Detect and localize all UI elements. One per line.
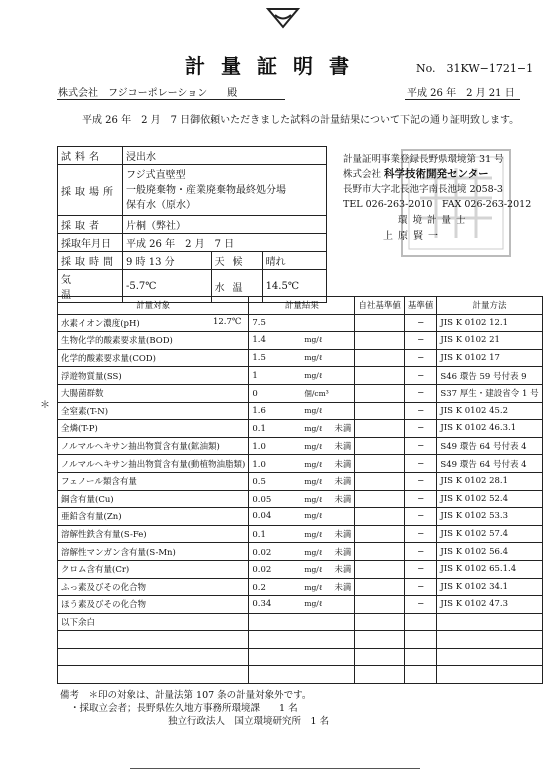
result-item: ふっ素及びその化合物 bbox=[61, 582, 147, 593]
result-unit: mg/ℓ bbox=[304, 459, 323, 469]
own-standard-cell bbox=[355, 472, 405, 490]
result-qualifier: 未満 bbox=[334, 424, 352, 435]
own-standard-cell bbox=[355, 437, 405, 455]
own-standard-cell bbox=[355, 525, 405, 543]
header-own-standard: 自社基準値 bbox=[355, 297, 405, 315]
result-item-cell bbox=[58, 384, 249, 402]
result-item: 全燐(T-P) bbox=[61, 424, 98, 435]
sample-info-label: 採取者 bbox=[58, 216, 123, 234]
result-item-cell bbox=[58, 490, 249, 508]
company-logo-icon bbox=[265, 6, 301, 30]
addressee: 株式会社 フジコーポレーション 殿 bbox=[58, 88, 238, 99]
sample-info-value: 浸出水 bbox=[123, 147, 327, 165]
own-standard-cell bbox=[355, 349, 405, 367]
result-unit: mg/ℓ bbox=[304, 494, 323, 504]
result-qualifier: 未満 bbox=[334, 459, 352, 470]
result-item-cell bbox=[58, 314, 249, 332]
standard-cell: − bbox=[404, 455, 437, 473]
result-item-cell bbox=[58, 631, 249, 649]
result-item: 以下余白 bbox=[61, 617, 96, 628]
issuer-block bbox=[343, 152, 531, 212]
company-name: 科学技術開発センター bbox=[384, 168, 489, 180]
method-cell: JIS K 0102 52.4 bbox=[437, 490, 542, 508]
result-value-cell bbox=[249, 578, 355, 596]
result-value: 0 bbox=[252, 388, 258, 399]
own-standard-cell bbox=[355, 314, 405, 332]
result-item-cell bbox=[58, 666, 249, 684]
result-unit: mg/ℓ bbox=[304, 335, 323, 345]
result-unit: mg/ℓ bbox=[304, 599, 323, 609]
result-value-cell bbox=[249, 349, 355, 367]
result-qualifier: 未満 bbox=[334, 530, 352, 541]
result-item-cell bbox=[58, 613, 249, 631]
standard-cell: − bbox=[404, 437, 437, 455]
own-standard-cell bbox=[355, 578, 405, 596]
sample-info-value: 晴れ bbox=[262, 252, 326, 270]
result-value-cell bbox=[249, 631, 355, 649]
standard-cell: − bbox=[404, 472, 437, 490]
table-row bbox=[58, 508, 543, 526]
standard-cell: − bbox=[404, 367, 437, 385]
method-cell bbox=[437, 666, 542, 684]
result-value: 1.0 bbox=[252, 459, 266, 470]
sample-info-label: 採取年月日 bbox=[58, 234, 123, 252]
company-phone-fax: TEL 026-263-2010 FAX 026-263-2012 bbox=[343, 199, 532, 210]
result-item: 水素イオン濃度(pH) bbox=[61, 318, 140, 329]
table-row bbox=[58, 472, 543, 490]
method-cell: JIS K 0102 28.1 bbox=[437, 472, 542, 490]
standard-cell: − bbox=[404, 490, 437, 508]
own-standard-cell bbox=[355, 402, 405, 420]
result-value-cell bbox=[249, 367, 355, 385]
result-item-cell bbox=[58, 349, 249, 367]
result-item: 銅含有量(Cu) bbox=[61, 494, 114, 505]
result-item: 溶解性マンガン含有量(S-Mn) bbox=[61, 547, 176, 558]
result-unit: mg/ℓ bbox=[304, 424, 323, 434]
table-row bbox=[58, 648, 543, 666]
method-cell: JIS K 0102 57.4 bbox=[437, 525, 542, 543]
registration-number: 計量証明事業登録長野県環境第 31 号 bbox=[343, 154, 504, 165]
standard-cell: − bbox=[404, 332, 437, 350]
result-unit: mg/ℓ bbox=[304, 370, 323, 380]
result-item: 溶解性鉄含有量(S-Fe) bbox=[61, 530, 147, 541]
table-row bbox=[58, 596, 543, 614]
table-row bbox=[58, 525, 543, 543]
sample-info-row bbox=[58, 147, 327, 165]
result-value-cell bbox=[249, 543, 355, 561]
own-standard-cell bbox=[355, 543, 405, 561]
result-value-cell bbox=[249, 490, 355, 508]
notes-block bbox=[60, 689, 329, 728]
result-value-cell bbox=[249, 525, 355, 543]
result-item: 亜鉛含有量(Zn) bbox=[61, 512, 122, 523]
table-row bbox=[58, 420, 543, 438]
result-value: 0.34 bbox=[252, 599, 272, 610]
sample-info-value: 片桐（弊社） bbox=[123, 216, 327, 234]
result-unit: mg/ℓ bbox=[304, 547, 323, 557]
method-cell: JIS K 0102 56.4 bbox=[437, 543, 542, 561]
header-method: 計量方法 bbox=[437, 297, 542, 315]
method-cell bbox=[437, 613, 542, 631]
result-value: 0.2 bbox=[252, 582, 266, 593]
result-value-cell bbox=[249, 508, 355, 526]
result-value-cell bbox=[249, 384, 355, 402]
result-value: 1 bbox=[252, 370, 258, 381]
table-row bbox=[58, 402, 543, 420]
standard-cell: − bbox=[404, 560, 437, 578]
results-table bbox=[57, 296, 543, 684]
result-value-cell bbox=[249, 613, 355, 631]
table-row bbox=[58, 455, 543, 473]
result-value-cell bbox=[249, 648, 355, 666]
result-value: 1.5 bbox=[252, 353, 266, 364]
result-qualifier: 未満 bbox=[334, 582, 352, 593]
result-unit: mg/ℓ bbox=[304, 442, 323, 452]
sample-info-row bbox=[58, 234, 327, 252]
standard-cell: − bbox=[404, 314, 437, 332]
sample-info-value: フジ式直壁型 一般廃棄物・産業廃棄物最終処分場 保有水（原水） bbox=[123, 165, 327, 216]
method-cell: JIS K 0102 46.3.1 bbox=[437, 420, 542, 438]
sample-info-row bbox=[58, 252, 327, 270]
result-item-cell bbox=[58, 402, 249, 420]
bottom-divider bbox=[130, 768, 420, 769]
note-line: ・採取立会者；長野県佐久地方事務所環境課 1 名 bbox=[70, 703, 298, 714]
own-standard-cell bbox=[355, 332, 405, 350]
result-unit: mg/ℓ bbox=[304, 530, 323, 540]
standard-cell bbox=[404, 613, 437, 631]
result-item-cell bbox=[58, 455, 249, 473]
result-value-cell bbox=[249, 437, 355, 455]
result-qualifier: 未満 bbox=[334, 477, 352, 488]
company-address: 長野市大字北長池字南長池境 2058-3 bbox=[343, 184, 503, 195]
result-value-cell bbox=[249, 332, 355, 350]
method-cell: JIS K 0102 34.1 bbox=[437, 578, 542, 596]
result-unit: mg/ℓ bbox=[304, 405, 323, 415]
result-item-cell bbox=[58, 578, 249, 596]
table-row bbox=[58, 332, 543, 350]
sample-info-value: 平成 26 年 2 月 7 日 bbox=[123, 234, 327, 252]
table-row bbox=[58, 560, 543, 578]
result-item: 全窒素(T-N) bbox=[61, 406, 109, 417]
method-cell: S49 環告 64 号付表 4 bbox=[437, 455, 542, 473]
method-cell: S49 環告 64 号付表 4 bbox=[437, 437, 542, 455]
result-value: 0.04 bbox=[252, 511, 272, 522]
result-value: 0.02 bbox=[252, 547, 272, 558]
asterisk-mark: ＊ bbox=[40, 400, 50, 411]
result-value: 1.0 bbox=[252, 442, 266, 453]
own-standard-cell bbox=[355, 596, 405, 614]
sample-info-value: 14.5℃ bbox=[262, 270, 326, 303]
own-standard-cell bbox=[355, 666, 405, 684]
sample-info-label: 試料名 bbox=[58, 147, 123, 165]
result-value: 0.1 bbox=[252, 424, 266, 435]
method-cell: JIS K 0102 21 bbox=[437, 332, 542, 350]
standard-cell bbox=[404, 666, 437, 684]
sample-info-label: 採取場所 bbox=[58, 165, 123, 216]
table-row bbox=[58, 613, 543, 631]
result-qualifier: 未満 bbox=[334, 494, 352, 505]
certifier-name: 上原賢一 bbox=[383, 231, 443, 242]
method-cell: JIS K 0102 17 bbox=[437, 349, 542, 367]
own-standard-cell bbox=[355, 631, 405, 649]
date-underline bbox=[405, 99, 520, 100]
intro-text: 平成 26 年 2 月 7 日御依頼いただきました試料の計量結果について下記の通り証明致します。 bbox=[82, 115, 520, 126]
results-body bbox=[58, 314, 543, 683]
issuer-company-line bbox=[343, 167, 531, 182]
result-item: フェノール類含有量 bbox=[61, 477, 137, 488]
result-unit: mg/ℓ bbox=[304, 565, 323, 575]
document-number: No. 31KW−1721−1 bbox=[416, 62, 534, 75]
result-value: 0.1 bbox=[252, 530, 266, 541]
standard-cell: − bbox=[404, 402, 437, 420]
standard-cell bbox=[404, 648, 437, 666]
sample-info-label: 採取時間 bbox=[58, 252, 123, 270]
result-item-cell bbox=[58, 367, 249, 385]
result-item-cell bbox=[58, 472, 249, 490]
header-result: 計量結果 bbox=[249, 297, 355, 315]
result-value: 0.05 bbox=[252, 494, 272, 505]
table-row bbox=[58, 578, 543, 596]
standard-cell: − bbox=[404, 508, 437, 526]
result-value-cell bbox=[249, 402, 355, 420]
table-row bbox=[58, 543, 543, 561]
result-item-cell bbox=[58, 543, 249, 561]
own-standard-cell bbox=[355, 420, 405, 438]
result-item-cell bbox=[58, 508, 249, 526]
standard-cell: − bbox=[404, 596, 437, 614]
result-item-cell bbox=[58, 437, 249, 455]
issue-date: 平成 26 年 2 月 21 日 bbox=[407, 88, 515, 99]
result-value-cell bbox=[249, 596, 355, 614]
result-value: 0.5 bbox=[252, 477, 266, 488]
sample-info-label: 水温 bbox=[211, 270, 262, 303]
result-item-cell bbox=[58, 420, 249, 438]
table-row bbox=[58, 437, 543, 455]
result-unit: mg/ℓ bbox=[304, 511, 323, 521]
sample-info-label: 天候 bbox=[211, 252, 262, 270]
certifier-role: 環境計量士 bbox=[398, 215, 471, 226]
note-line: 備考 ＊印の対象は、計量法第 107 条の計量対象外です。 bbox=[60, 690, 312, 701]
sample-info-value: 9 時 13 分 bbox=[123, 252, 212, 270]
own-standard-cell bbox=[355, 508, 405, 526]
result-item: 浮遊物質量(SS) bbox=[61, 371, 122, 382]
addressee-underline bbox=[57, 99, 285, 100]
result-item: 化学的酸素要求量(COD) bbox=[61, 354, 156, 365]
sample-info-row bbox=[58, 216, 327, 234]
sample-info-label: 気温 bbox=[58, 270, 123, 303]
result-item: ノルマルヘキサン抽出物質含有量(動植物油脂類) bbox=[61, 459, 246, 470]
standard-cell bbox=[404, 631, 437, 649]
result-item-cell bbox=[58, 648, 249, 666]
method-cell bbox=[437, 648, 542, 666]
result-value-cell bbox=[249, 314, 355, 332]
standard-cell: − bbox=[404, 384, 437, 402]
result-value: 7.5 bbox=[252, 317, 266, 328]
table-row bbox=[58, 349, 543, 367]
result-value-cell bbox=[249, 666, 355, 684]
own-standard-cell bbox=[355, 455, 405, 473]
own-standard-cell bbox=[355, 560, 405, 578]
sample-info-row bbox=[58, 165, 327, 216]
result-unit: mg/ℓ bbox=[304, 477, 323, 487]
result-qualifier: 未満 bbox=[334, 565, 352, 576]
result-value: 0.02 bbox=[252, 565, 272, 576]
result-temp: 12.7℃ bbox=[212, 316, 242, 327]
result-value-cell bbox=[249, 560, 355, 578]
standard-cell: − bbox=[404, 525, 437, 543]
sample-info-value: -5.7℃ bbox=[123, 270, 212, 303]
method-cell bbox=[437, 631, 542, 649]
sample-info-table bbox=[57, 146, 327, 303]
standard-cell: − bbox=[404, 420, 437, 438]
result-item: ノルマルヘキサン抽出物質含有量(鉱油類) bbox=[61, 442, 220, 453]
method-cell: S46 環告 59 号付表 9 bbox=[437, 367, 542, 385]
result-value-cell bbox=[249, 420, 355, 438]
own-standard-cell bbox=[355, 648, 405, 666]
result-unit: mg/ℓ bbox=[304, 353, 323, 363]
table-row bbox=[58, 367, 543, 385]
result-item: 生物化学的酸素要求量(BOD) bbox=[61, 336, 173, 347]
document-title: 計量証明書 bbox=[185, 54, 365, 78]
method-cell: JIS K 0102 47.3 bbox=[437, 596, 542, 614]
result-unit: 個/cm³ bbox=[304, 388, 329, 398]
table-row bbox=[58, 314, 543, 332]
result-value-cell bbox=[249, 472, 355, 490]
result-qualifier: 未満 bbox=[334, 442, 352, 453]
result-item: ほう素及びその化合物 bbox=[61, 600, 147, 611]
header-standard: 基準値 bbox=[404, 297, 437, 315]
header-item: 計量対象 bbox=[58, 297, 249, 315]
table-row bbox=[58, 490, 543, 508]
result-value-cell bbox=[249, 455, 355, 473]
own-standard-cell bbox=[355, 384, 405, 402]
standard-cell: − bbox=[404, 349, 437, 367]
company-prefix: 株式会社 bbox=[343, 169, 382, 180]
table-row bbox=[58, 384, 543, 402]
method-cell: JIS K 0102 53.3 bbox=[437, 508, 542, 526]
result-item: クロム含有量(Cr) bbox=[61, 565, 130, 576]
result-value: 1.4 bbox=[252, 335, 266, 346]
result-value: 1.6 bbox=[252, 405, 266, 416]
result-item-cell bbox=[58, 560, 249, 578]
own-standard-cell bbox=[355, 613, 405, 631]
standard-cell: − bbox=[404, 543, 437, 561]
result-item-cell bbox=[58, 332, 249, 350]
method-cell: JIS K 0102 12.1 bbox=[437, 314, 542, 332]
method-cell: JIS K 0102 65.1.4 bbox=[437, 560, 542, 578]
method-cell: JIS K 0102 45.2 bbox=[437, 402, 542, 420]
results-header-row bbox=[58, 297, 543, 315]
table-row bbox=[58, 631, 543, 649]
table-row bbox=[58, 666, 543, 684]
note-line: 独立行政法人 国立環境研究所 1 名 bbox=[168, 716, 330, 727]
method-cell: S37 厚生・建設省令 1 号 bbox=[437, 384, 542, 402]
result-unit: mg/ℓ bbox=[304, 582, 323, 592]
standard-cell: − bbox=[404, 578, 437, 596]
result-item: 大腸菌群数 bbox=[61, 389, 104, 400]
result-item-cell bbox=[58, 525, 249, 543]
own-standard-cell bbox=[355, 490, 405, 508]
result-qualifier: 未満 bbox=[334, 547, 352, 558]
result-item-cell bbox=[58, 596, 249, 614]
own-standard-cell bbox=[355, 367, 405, 385]
